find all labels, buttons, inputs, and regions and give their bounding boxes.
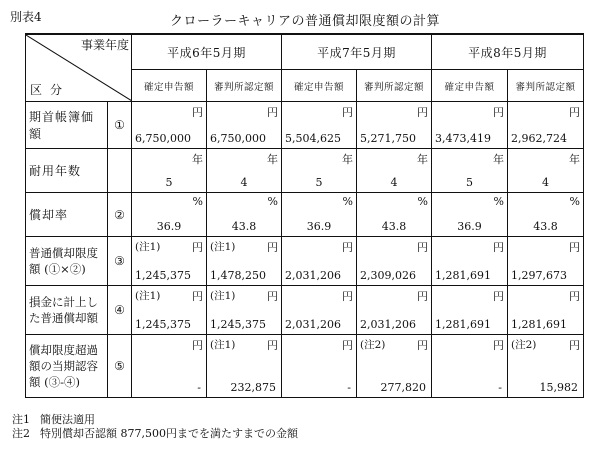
cell-unit: 年 (267, 153, 278, 166)
cell-note: (注1) (135, 290, 161, 302)
table-cell (432, 149, 508, 193)
footnote-mark: 注2 (12, 427, 30, 440)
cell-value: 1,245,375 (135, 269, 191, 282)
cell-unit: 円 (493, 241, 504, 254)
cell-value: - (197, 381, 201, 394)
cell-value: 1,297,673 (511, 269, 567, 282)
cell-value: 6,750,000 (135, 132, 191, 145)
cell-unit: 年 (417, 153, 428, 166)
cell-unit: % (192, 195, 203, 208)
table-cell (132, 286, 207, 335)
cell-unit: 円 (267, 106, 278, 119)
label-line: 額 (①×②) (29, 262, 86, 276)
cell-value: 3,473,419 (435, 132, 491, 145)
table-cell (132, 335, 207, 398)
table-cell (432, 335, 508, 398)
label-line: 額の当期認容 (29, 359, 98, 373)
cell-value: 15,982 (539, 381, 578, 394)
cell-value: 4 (390, 176, 398, 189)
table-cell (432, 102, 508, 149)
period-header-h6: 平成6年5月期 (132, 34, 282, 70)
header-corner-cell (26, 34, 132, 102)
cell-unit: 円 (569, 290, 580, 303)
cell-unit: 年 (342, 153, 353, 166)
table-cell (282, 237, 357, 286)
table-cell (357, 286, 432, 335)
cell-value: 232,875 (230, 381, 276, 394)
table-cell (357, 149, 432, 193)
row-number: ① (108, 102, 132, 149)
table-cell (357, 102, 432, 149)
table-cell (508, 193, 584, 237)
table-cell (508, 335, 584, 398)
cell-note: (注1) (135, 241, 161, 253)
cell-unit: 円 (417, 106, 428, 119)
row-number: ⑤ (108, 335, 132, 398)
cell-note: (注1) (210, 290, 236, 302)
cell-value: 1,245,375 (135, 318, 191, 331)
row-label-expensed-depreciation (26, 286, 108, 335)
row-label-opening-book-value: 期首帳簿価額 (26, 102, 108, 149)
cell-unit: 円 (493, 106, 504, 119)
footnote (12, 427, 298, 441)
table-row (26, 286, 584, 335)
label-line: 額 (③-④) (29, 375, 81, 389)
cell-note: (注2) (360, 339, 386, 351)
table-row (26, 149, 584, 193)
cell-value: 43.8 (533, 220, 558, 233)
cell-value: 2,031,206 (285, 318, 341, 331)
table-cell (282, 286, 357, 335)
cell-value: - (498, 381, 502, 394)
row-label-depreciation-rate: 償却率 (26, 193, 108, 237)
row-number: ② (108, 193, 132, 237)
cell-unit: 円 (192, 290, 203, 303)
subhead-tribunal-h7: 審判所認定額 (357, 70, 432, 102)
footnote (12, 413, 298, 427)
row-label-excess-allowance (26, 335, 108, 398)
subhead-declared-h8: 確定申告額 (432, 70, 508, 102)
cell-value: 4 (542, 176, 549, 189)
cell-value: 1,245,375 (210, 318, 266, 331)
cell-value: 1,281,691 (511, 318, 567, 331)
table-cell (508, 149, 584, 193)
cell-unit: 円 (267, 290, 278, 303)
cell-unit: 円 (192, 106, 203, 119)
row-number (108, 149, 132, 193)
subhead-declared-h6: 確定申告額 (132, 70, 207, 102)
cell-value: 36.9 (306, 220, 332, 233)
cell-value: 6,750,000 (210, 132, 266, 145)
cell-unit: 円 (342, 290, 353, 303)
cell-note: (注2) (511, 339, 537, 351)
cell-value: 5 (466, 176, 473, 189)
corner-label-business-year: 事業年度 (80, 38, 129, 52)
cell-unit: % (417, 195, 428, 208)
cell-unit: 円 (342, 106, 353, 119)
cell-unit: 円 (267, 241, 278, 254)
table-cell (132, 102, 207, 149)
cell-unit: 円 (342, 339, 353, 352)
appendix-label: 別表4 (10, 10, 42, 24)
cell-unit: 円 (267, 339, 278, 352)
subhead-tribunal-h8: 審判所認定額 (508, 70, 584, 102)
cell-value: 5,271,750 (360, 132, 416, 145)
cell-unit: 円 (569, 106, 580, 119)
cell-value: 4 (240, 176, 248, 189)
cell-unit: 円 (493, 290, 504, 303)
footnotes (12, 413, 298, 441)
cell-value: 1,281,691 (435, 318, 491, 331)
cell-value: 43.8 (231, 220, 257, 233)
cell-value: - (347, 381, 351, 394)
table-cell (432, 193, 508, 237)
cell-value: 5 (315, 176, 323, 189)
table-cell (508, 286, 584, 335)
table-cell (207, 237, 282, 286)
table-cell (207, 286, 282, 335)
table-cell (282, 149, 357, 193)
footnote-text: 特別償却否認額 877,500円までを満たすまでの金額 (40, 427, 298, 440)
table-cell (432, 286, 508, 335)
cell-unit: 円 (569, 339, 580, 352)
cell-unit: % (342, 195, 353, 208)
period-header-h7: 平成7年5月期 (282, 34, 432, 70)
table-cell (282, 102, 357, 149)
cell-value: 5,504,625 (285, 132, 341, 145)
table-row (26, 193, 584, 237)
table-row (26, 335, 584, 398)
cell-unit: 円 (493, 339, 504, 352)
table-cell (207, 193, 282, 237)
period-header-h8: 平成8年5月期 (432, 34, 584, 70)
cell-note: (注1) (210, 339, 236, 351)
cell-unit: 円 (417, 339, 428, 352)
table-row (26, 102, 584, 149)
cell-value: 36.9 (156, 220, 182, 233)
table-cell (282, 335, 357, 398)
label-line: た普通償却額 (29, 311, 98, 325)
cell-value: 2,031,206 (360, 318, 416, 331)
cell-value: 5 (165, 176, 173, 189)
subhead-declared-h7: 確定申告額 (282, 70, 357, 102)
label-line: 償却限度超過 (29, 343, 98, 357)
cell-unit: 年 (192, 153, 203, 166)
table-cell (432, 237, 508, 286)
cell-unit: % (493, 195, 504, 208)
cell-value: 2,962,724 (511, 132, 567, 145)
label-line: 損金に計上し (29, 295, 98, 309)
table-cell (132, 149, 207, 193)
cell-value: 1,281,691 (435, 269, 491, 282)
depreciation-table (25, 33, 584, 398)
document-title: クローラーキャリアの普通償却限度額の計算 (170, 14, 441, 29)
table-row (26, 237, 584, 286)
cell-note: (注1) (210, 241, 236, 253)
cell-unit: 円 (192, 241, 203, 254)
cell-unit: % (267, 195, 278, 208)
row-label-useful-life: 耐用年数 (26, 149, 108, 193)
cell-value: 2,031,206 (285, 269, 341, 282)
cell-value: 43.8 (381, 220, 407, 233)
table-cell (357, 237, 432, 286)
table-cell (207, 149, 282, 193)
corner-label-category: 区分 (30, 83, 71, 97)
table-cell (132, 193, 207, 237)
table-cell (357, 193, 432, 237)
table-cell (207, 335, 282, 398)
label-line: 普通償却限度 (29, 246, 98, 260)
cell-value: 2,309,026 (360, 269, 416, 282)
cell-unit: 年 (493, 153, 504, 166)
row-number: ③ (108, 237, 132, 286)
cell-value: 277,820 (380, 381, 426, 394)
cell-unit: 円 (417, 290, 428, 303)
table-cell (508, 237, 584, 286)
cell-unit: 年 (569, 153, 580, 166)
table-cell (282, 193, 357, 237)
row-number: ④ (108, 286, 132, 335)
table-cell (508, 102, 584, 149)
cell-unit: 円 (192, 339, 203, 352)
cell-unit: 円 (569, 241, 580, 254)
subhead-tribunal-h6: 審判所認定額 (207, 70, 282, 102)
table-cell (357, 335, 432, 398)
header-row-periods (26, 34, 584, 70)
cell-value: 36.9 (457, 220, 482, 233)
table-cell (207, 102, 282, 149)
table-cell (132, 237, 207, 286)
cell-unit: 円 (342, 241, 353, 254)
cell-unit: 円 (417, 241, 428, 254)
footnote-text: 簡便法適用 (40, 413, 95, 426)
cell-value: 1,478,250 (210, 269, 266, 282)
cell-unit: % (569, 195, 580, 208)
row-label-ordinary-limit (26, 237, 108, 286)
footnote-mark: 注1 (12, 413, 30, 426)
